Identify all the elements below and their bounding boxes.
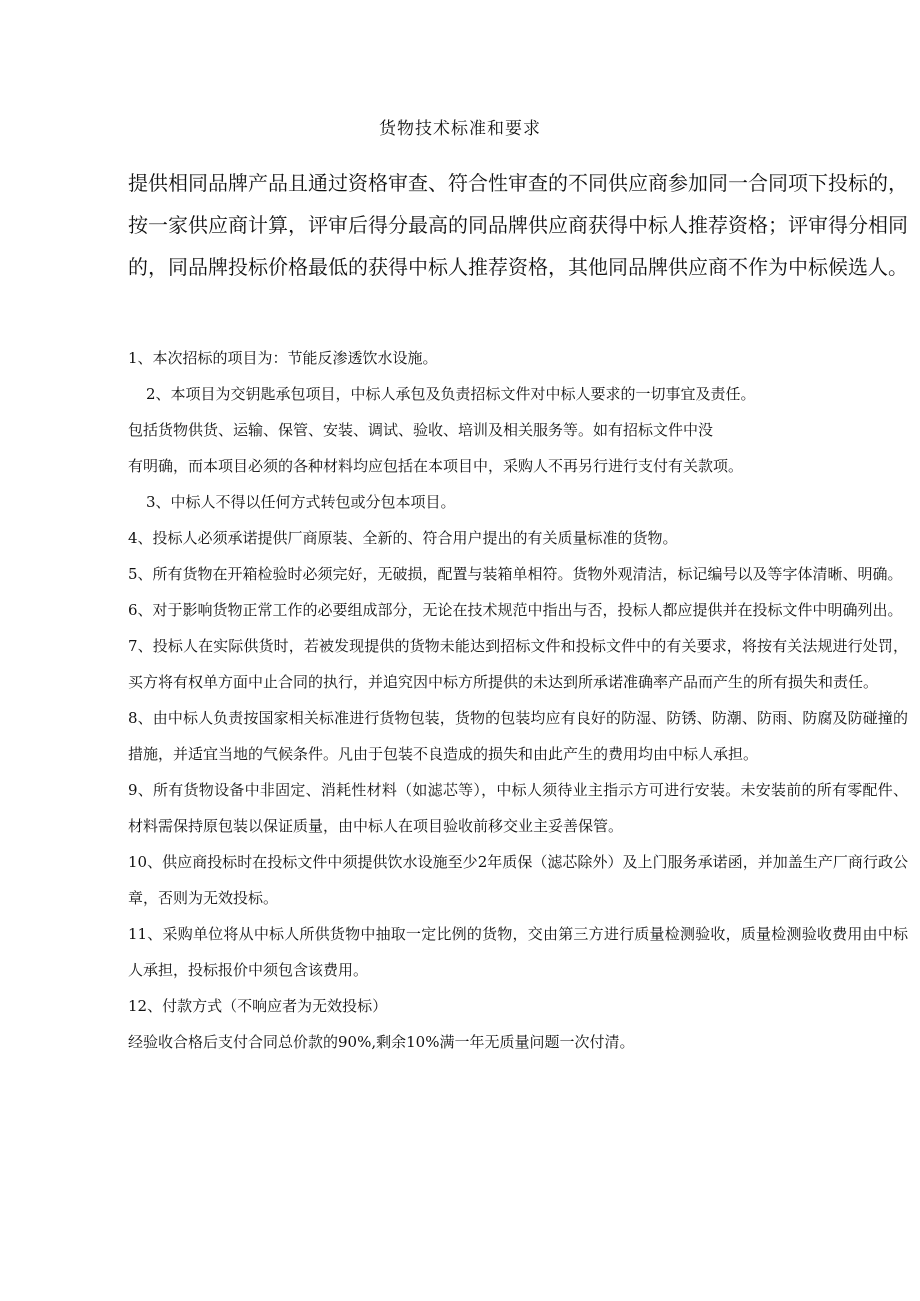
requirement-item-6: 6、对于影响货物正常工作的必要组成部分，无论在技术规范中指出与否，投标人都应提供并在投标文件中明确列出。	[128, 601, 903, 619]
requirement-item-9: 9、所有货物设备中非固定、消耗性材料（如滤芯等），中标人须待业主指示方可进行安装。未安装前的所有零配件、材料需保持原包装以保证质量，由中标人在项目验收前移交业主妥善保管。	[128, 781, 908, 835]
lead-line: 按一家供应商计算，评审后得分最高的同品牌供应商获得中标人推荐资格；评审得分相同	[128, 213, 908, 237]
requirements-list	[128, 340, 908, 1060]
requirement-item-2: 2、本项目为交钥匙承包项目，中标人承包及负责招标文件对中标人要求的一切事宜及责任。	[146, 385, 756, 403]
lead-paragraph	[128, 162, 918, 288]
page-title: 货物技术标准和要求	[379, 119, 541, 139]
lead-line: 的，同品牌投标价格最低的获得中标人推荐资格，其他同品牌供应商不作为中标候选人。	[128, 255, 908, 279]
requirement-item-5: 5、所有货物在开箱检验时必须完好，无破损，配置与装箱单相符。货物外观清洁，标记编号以及等字体清晰、明确。	[128, 565, 903, 583]
requirement-item-2-cont: 包括货物供货、运输、保管、安装、调试、验收、培训及相关服务等。如有招标文件中没	[128, 421, 714, 439]
lead-line: 提供相同品牌产品且通过资格审查、符合性审查的不同供应商参加同一合同项下投标的，	[128, 171, 908, 195]
requirement-item-1: 1、本次招标的项目为：节能反渗透饮水设施。	[128, 349, 438, 367]
requirement-item-4: 4、投标人必须承诺提供厂商原装、全新的、符合用户提出的有关质量标准的货物。	[128, 529, 678, 547]
requirement-item-2-cont: 有明确，而本项目必须的各种材料均应包括在本项目中，采购人不再另行进行支付有关款项。	[128, 457, 744, 475]
requirement-item-12: 12、付款方式（不响应者为无效投标）	[128, 997, 388, 1015]
requirement-item-8: 8、由中标人负责按国家相关标准进行货物包装，货物的包装均应有良好的防湿、防锈、防潮、防雨、防腐及防碰撞的措施，并适宜当地的气候条件。凡由于包装不良造成的损失和由此产生的费用均由中标人承担。	[128, 709, 908, 763]
payment-terms: 经验收合格后支付合同总价款的90%,剩余10%满一年无质量问题一次付清。	[128, 1033, 635, 1051]
requirement-item-11: 11、采购单位将从中标人所供货物中抽取一定比例的货物，交由第三方进行质量检测验收，质量检测验收费用由中标人承担，投标报价中须包含该费用。	[128, 925, 908, 979]
requirement-item-7: 7、投标人在实际供货时，若被发现提供的货物未能达到招标文件和投标文件中的有关要求，将按有关法规进行处罚，买方将有权单方面中止合同的执行，并追究因中标方所提供的未达到所承诺准确率产品而产生的所有损失和责任。	[128, 637, 908, 691]
requirement-item-3: 3、中标人不得以任何方式转包或分包本项目。	[146, 493, 456, 511]
requirement-item-10: 10、供应商投标时在投标文件中须提供饮水设施至少2年质保（滤芯除外）及上门服务承诺函，并加盖生产厂商行政公章，否则为无效投标。	[128, 853, 908, 907]
